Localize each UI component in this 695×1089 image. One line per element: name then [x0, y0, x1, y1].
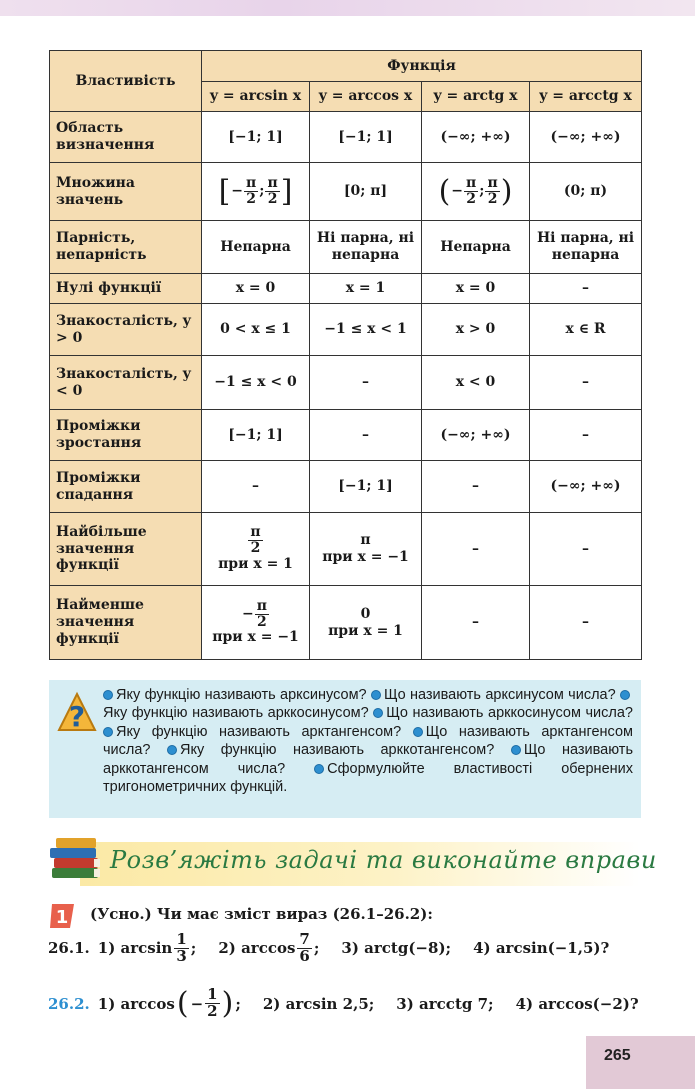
- problem-label: 26.2.: [48, 994, 90, 1013]
- question-item: Що називають арктангенсом числа?: [103, 723, 633, 759]
- bullet-icon: [103, 690, 113, 700]
- table-cell: –: [310, 410, 422, 461]
- bracket: (: [438, 173, 451, 209]
- range-arcctg: (0; π): [530, 163, 642, 221]
- min-arcsin: [202, 586, 310, 660]
- range-arcsin: [202, 163, 310, 221]
- header-property: Властивість: [50, 51, 202, 112]
- bracket: ): [221, 986, 234, 1021]
- questions-text: [103, 686, 633, 796]
- table-row: [50, 221, 642, 274]
- fraction: [255, 599, 269, 629]
- problem-26-1: [48, 932, 631, 965]
- question-item: Що називають арксинусом числа?: [383, 687, 616, 703]
- bullet-icon: [371, 690, 381, 700]
- denominator: 3: [176, 946, 187, 965]
- table-row: [50, 513, 642, 586]
- bracket: ): [500, 173, 513, 209]
- row-label: Множина значень: [50, 163, 202, 221]
- row-label: Проміжки зростання: [50, 410, 202, 461]
- fraction: [485, 176, 499, 206]
- table-cell: [−1; 1]: [202, 410, 310, 461]
- problem-item: 2) arcsin 2,5;: [262, 994, 375, 1013]
- row-label: Область визначення: [50, 112, 202, 163]
- numerator: π: [267, 175, 278, 192]
- table-cell: –: [530, 274, 642, 304]
- table-cell: –: [422, 586, 530, 660]
- table-cell: –: [310, 356, 422, 410]
- table-cell: [−1; 1]: [310, 461, 422, 513]
- bullet-icon: [511, 745, 521, 755]
- fraction: [244, 176, 258, 206]
- item-text: 1) arccos: [97, 994, 175, 1013]
- table-cell: 0 < x ≤ 1: [202, 304, 310, 356]
- bullet-icon: [413, 727, 423, 737]
- question-mark-icon: [57, 690, 97, 736]
- table-cell: [−1; 1]: [202, 112, 310, 163]
- table-cell: Ні парна, ні непарна: [310, 221, 422, 274]
- row-label: Знакосталість, y < 0: [50, 356, 202, 410]
- table-cell: x = 0: [422, 274, 530, 304]
- fraction: [174, 932, 188, 965]
- row-label: Парність, непарність: [50, 221, 202, 274]
- table-cell: −1 ≤ x < 0: [202, 356, 310, 410]
- item-end: ;: [235, 994, 241, 1013]
- denominator: 2: [267, 191, 278, 207]
- table-row: [50, 586, 642, 660]
- review-questions-box: [49, 680, 641, 818]
- minus-sign: −: [451, 183, 464, 200]
- table-cell: x = 0: [202, 274, 310, 304]
- row-label: Знакосталість, y > 0: [50, 304, 202, 356]
- table-cell: (−∞; +∞): [422, 410, 530, 461]
- denominator: 2: [207, 1002, 218, 1020]
- task-number-badge: [48, 902, 78, 930]
- row-label: Найбільше значення функції: [50, 513, 202, 586]
- table-row: [50, 410, 642, 461]
- at-point: при x = 1: [218, 555, 293, 572]
- bracket: ]: [280, 173, 293, 209]
- numerator: π: [246, 175, 257, 192]
- bullet-icon: [620, 690, 630, 700]
- denominator: 2: [250, 540, 261, 557]
- range-formula: [439, 174, 513, 210]
- denominator: 2: [487, 191, 498, 207]
- bullet-icon: [373, 708, 383, 718]
- numerator: 1: [176, 930, 187, 948]
- separator: ;: [479, 183, 485, 200]
- svg-text:?: ?: [68, 700, 86, 733]
- page-number: 265: [586, 1036, 695, 1089]
- table-cell: –: [530, 356, 642, 410]
- at-point: при x = −1: [212, 629, 299, 646]
- item-text: 1) arcsin: [97, 939, 173, 958]
- bullet-icon: [314, 764, 324, 774]
- at-point: при x = 1: [328, 622, 403, 639]
- question-item: Яку функцію називають арккотангенсом?: [180, 742, 495, 759]
- table-cell: –: [202, 461, 310, 513]
- numerator: π: [466, 175, 477, 192]
- table-row: [50, 112, 642, 163]
- table-cell: –: [422, 461, 530, 513]
- question-item: Яку функцію називають арксинусом?: [116, 687, 367, 703]
- function-arcsin: y = arcsin x: [202, 82, 310, 112]
- problem-item: [98, 932, 197, 965]
- function-arccos: y = arccos x: [310, 82, 422, 112]
- problem-label: 26.1.: [48, 939, 90, 958]
- numerator: π: [487, 175, 498, 192]
- question-item: Що називають арккотангенсом числа?: [103, 742, 633, 777]
- table-cell: Непарна: [422, 221, 530, 274]
- at-point: при x = −1: [322, 549, 409, 565]
- table-row: [50, 356, 642, 410]
- task-intro: (Усно.) Чи має зміст вираз (26.1–26.2):: [90, 905, 433, 923]
- minus-sign: −: [190, 994, 204, 1013]
- top-decor-band: [0, 0, 695, 16]
- minus-sign: −: [231, 183, 244, 200]
- max-arccos: [310, 513, 422, 586]
- numerator: π: [250, 524, 261, 541]
- bracket: [: [218, 173, 231, 209]
- exercises-title: Розв’яжіть задачі та виконайте вправи: [110, 846, 657, 874]
- table-cell: x ∈ R: [530, 304, 642, 356]
- denominator: 2: [466, 191, 477, 207]
- fraction: [297, 932, 311, 965]
- table-row: [50, 461, 642, 513]
- question-item: Яку функцію називають арккосинусом?: [103, 705, 369, 722]
- function-arcctg: y = arcctg x: [530, 82, 642, 112]
- range-formula: [219, 174, 293, 210]
- denominator: 6: [299, 946, 310, 965]
- fraction: [205, 987, 219, 1020]
- table-cell: (−∞; +∞): [530, 461, 642, 513]
- table-row: [50, 304, 642, 356]
- inverse-trig-properties-table: [49, 50, 642, 660]
- table-cell: x = 1: [310, 274, 422, 304]
- problem-item: 3) arctg(−8);: [341, 939, 452, 958]
- item-end: ;: [313, 939, 320, 958]
- question-item: Сформулюйте властивості обернених тригонометричних функцій.: [103, 760, 633, 796]
- problem-item: [218, 932, 319, 965]
- item-text: 2) arccos: [218, 939, 296, 958]
- fraction: [464, 176, 478, 206]
- bracket: (: [176, 986, 189, 1021]
- table-cell: –: [530, 586, 642, 660]
- table-cell: (−∞; +∞): [422, 112, 530, 163]
- bullet-icon: [167, 745, 177, 755]
- denominator: 2: [246, 191, 257, 207]
- table-row: [50, 274, 642, 304]
- table-cell: [−1; 1]: [310, 112, 422, 163]
- numerator: 7: [299, 930, 310, 948]
- numerator: π: [256, 597, 267, 614]
- min-arccos: [310, 586, 422, 660]
- table-cell: x < 0: [422, 356, 530, 410]
- bullet-icon: [103, 727, 113, 737]
- separator: ;: [259, 183, 265, 200]
- row-label: Нулі функції: [50, 274, 202, 304]
- table-cell: –: [422, 513, 530, 586]
- table-cell: –: [530, 410, 642, 461]
- problem-item: 4) arccos(−2)?: [515, 994, 639, 1013]
- table-cell: −1 ≤ x < 1: [310, 304, 422, 356]
- min-value: [242, 599, 269, 629]
- problem-item: 3) arcctg 7;: [396, 994, 494, 1013]
- table-row: [50, 163, 642, 221]
- function-arctg: y = arctg x: [422, 82, 530, 112]
- range-arccos: [0; π]: [310, 163, 422, 221]
- minus-sign: −: [242, 605, 254, 622]
- problem-26-2: [48, 986, 661, 1021]
- task-number: 1: [55, 907, 69, 928]
- problem-item: 4) arcsin(−1,5)?: [473, 939, 610, 958]
- table-cell: –: [530, 513, 642, 586]
- header-function: Функція: [202, 51, 642, 82]
- table-cell: Ні парна, ні непарна: [530, 221, 642, 274]
- row-label: Проміжки спадання: [50, 461, 202, 513]
- table-cell: Непарна: [202, 221, 310, 274]
- problem-item: [98, 986, 241, 1021]
- item-end: ;: [190, 939, 197, 958]
- fraction: [248, 525, 262, 555]
- question-item: Яку функцію називають арктангенсом?: [116, 723, 402, 740]
- table-cell: x > 0: [422, 304, 530, 356]
- fraction: [265, 176, 279, 206]
- denominator: 2: [256, 613, 267, 630]
- value: π: [360, 532, 371, 549]
- value: 0: [360, 605, 371, 622]
- numerator: 1: [207, 985, 218, 1004]
- books-icon: [48, 832, 108, 892]
- table-cell: (−∞; +∞): [530, 112, 642, 163]
- range-arctg: [422, 163, 530, 221]
- row-label: Найменше значення функції: [50, 586, 202, 660]
- max-arcsin: [202, 513, 310, 586]
- question-item: Що називають арккосинусом числа?: [386, 705, 633, 722]
